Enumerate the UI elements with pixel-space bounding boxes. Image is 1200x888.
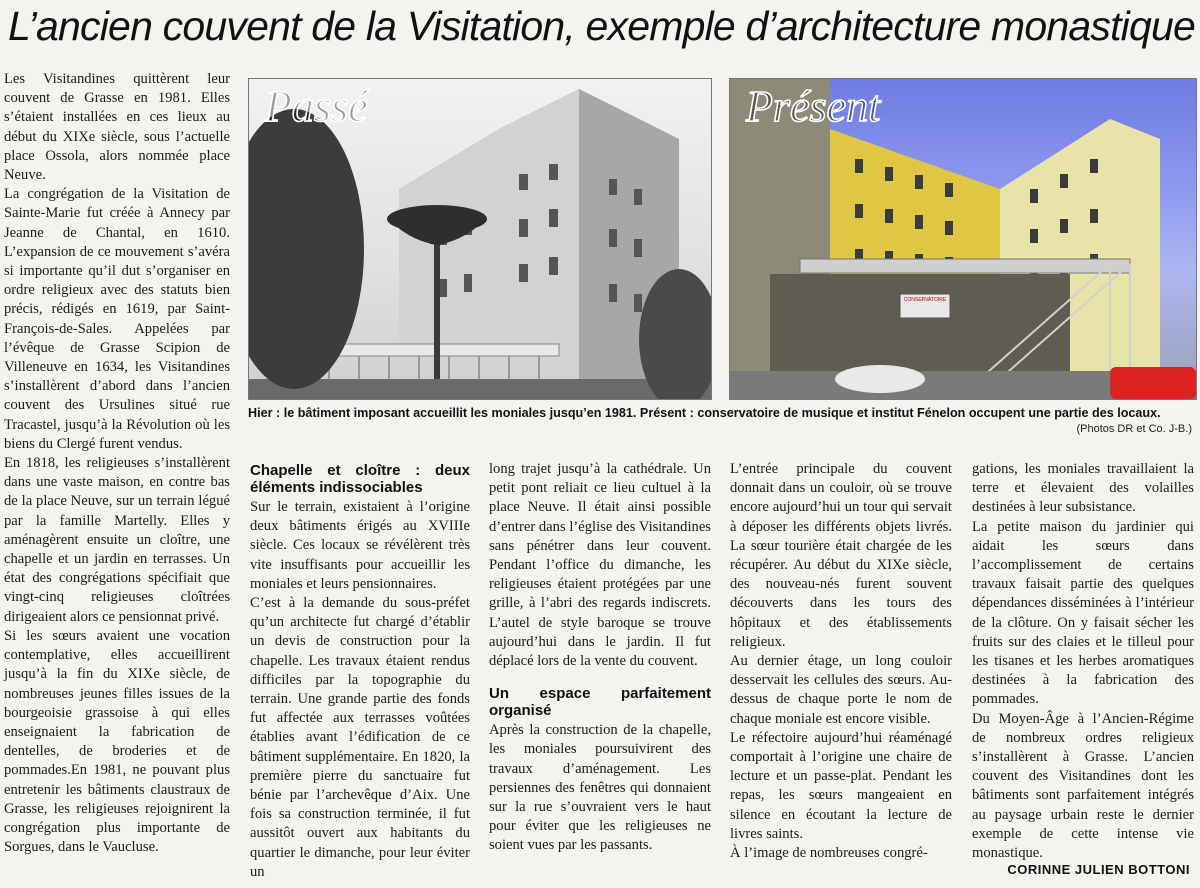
paragraph: L’entrée principale du couvent donnait dans un couloir, où se trouve encore aujourd’hui un tour qui servait à déposer les différents objets livrés. La sœur tourière était chargée de les récupérer. Au début du XIXe siècle, des nouveau-nés furent souvent découverts dans les tours des hôpitaux et des établissements religieux. — [730, 461, 952, 650]
photo-label-present: Présent — [746, 82, 881, 131]
photo-present — [729, 78, 1197, 400]
article-column-3 — [489, 460, 711, 856]
paragraph: long trajet jusqu’à la cathédrale. Un petit pont reliait ce lieu cultuel à la place Neuve. Il était ainsi possible d’entrer dans l’église des Visitandines sans pénétrer dans leur couvent. Pendant l’office du dimanche, les religieuses étaient protégées par une grille, à l’abri des regards indiscrets. L’autel de style baroque se trouve aujourd’hui dans le jardin. Il fut déplacé lors de la vente du couvent. — [489, 461, 711, 670]
paragraph: Le réfectoire aujourd’hui réaménagé comportait à l’origine une chaire de lecture et un passe-plat. Pendant les repas, les sœurs mangeaient en silence en écoutant la lecture de livres saints. — [730, 729, 952, 842]
paragraph: Sur le terrain, existaient à l’origine deux bâtiments érigés au XVIIIe siècle. Ces locaux se révélèrent très vite insuffisants pour accueillir les moniales et leurs pensionnaires. — [250, 499, 470, 592]
photo-label-past: Passé — [265, 82, 368, 131]
photo-caption: Hier : le bâtiment imposant accueillit les moniales jusqu’en 1981. Présent : conservatoire de musique et institut Fénelon occupent une partie des locaux. — [248, 406, 1161, 420]
paragraph: C’est à la demande du sous-préfet qu’un architecte fut chargé d’établir un devis de construction pour la chapelle. Les travaux étaient rendus difficiles par la topographie du terrain. Une grande partie des fonds fut affectée aux terrasses voûtées établies avant l’édification de ce bâtiment supplémentaire. En 1820, la première pierre du sanctuaire fut bénie par l’archevêque d’Aix. Une fois sa construction terminée, il fut aussitôt ouvert aux habitants du quartier le dimanche, pour leur éviter un — [250, 595, 470, 880]
paragraph: Si les sœurs avaient une vocation contemplative, elles accueillirent jusqu’à la fin du XIXe siècle, de nombreuses jeunes filles issues de la bourgeoisie grassoise à qui elles enseignaient la fabrication de dentelles, de broderies et de pommades.En 1981, ne pouvant plus entretenir les bâtiments claustraux de Grasse, les religieuses rejoignirent la congrégation plus importante de Sorgues, dans le Vaucluse. — [4, 627, 230, 856]
paragraph: Au dernier étage, un long couloir desservait les cellules des sœurs. Au-dessus de chaque porte le nom de chaque moniale est encore visible. — [730, 653, 952, 727]
photo-past — [248, 78, 712, 400]
paragraph: Après la construction de la chapelle, les moniales poursuivirent des travaux d’aménagement. Les persiennes des fenêtres qui donnaient sur la rue s’ouvraient vers le haut pour éviter que les religieuses ne soient vues par les passants. — [489, 722, 711, 854]
paragraph: Les Visitandines quittèrent leur couvent de Grasse en 1981. Elles s’étaient installées en ces lieux au début du XIXe siècle, sous l’actuelle place Ossola, alors nommée place Neuve. — [4, 71, 230, 184]
paragraph: En 1818, les religieuses s’installèrent dans une vaste maison, en contre bas de la place Neuve, sur un terrain légué par la famille Martelly. Elles y aménagèrent ensuite un cloître, une chapelle et un jardin en terrasses. Un état des congrégations spécifiait que vingt-cinq religieuses cloîtrées dirigeaient alors ce pensionnat privé. — [4, 455, 230, 625]
author-byline: CORINNE JULIEN BOTTONI — [1007, 862, 1190, 877]
paragraph: La congrégation de la Visitation de Sainte-Marie fut créée à Annecy par Jeanne de Chantal, en 1610. L’expansion de ce mouvement s’avéra si importante qu’il dut s’organiser en ordre religieux avec des statuts bien précis, rédigés en 1619, par Saint-François-de-Sales. Appelées par l’évêque de Grasse Scipion de Villeneuve en 1634, les Visitandines s’installèrent d’abord dans l’ancien couvent des Ursulines situé rue Tracastel, jusqu’à la Révolution où les biens du Clergé furent vendus. — [4, 186, 230, 452]
headline: L’ancien couvent de la Visitation, exemple d’architecture monastique — [8, 3, 1195, 49]
paragraph: La petite maison du jardinier qui aidait les sœurs dans l’accomplissement de certains travaux faisait partie des quelques dépendances disséminées à l’intérieur de la clôture. On y faisait sécher les fruits sur des claies et le tilleul pour les tisanes et les herbes aromatiques destinées à la fabrication des pommades. — [972, 518, 1194, 708]
paragraph: gations, les moniales travaillaient la terre et élevaient des volailles destinées à leur subsistance. — [972, 461, 1194, 516]
article-column-5 — [972, 460, 1194, 863]
paragraph: À l’image de nombreuses congré- — [730, 845, 928, 862]
article-column-4 — [730, 460, 952, 863]
section-heading: Chapelle et cloître : deux éléments indissociables — [250, 462, 470, 496]
section-heading: Un espace parfaitement organisé — [489, 685, 711, 720]
paragraph: Du Moyen-Âge à l’Ancien-Régime de nombreux ordres religieux s’installèrent à Grasse. L’ancien couvent des Visitandines dont les bâtiments sont parfaitement intégrés au paysage urbain reste le dernier exemple de cette intense vie monastique. — [972, 710, 1194, 862]
article-column-2 — [250, 460, 470, 882]
article-column-1 — [4, 70, 230, 857]
photo-credit: (Photos DR et Co. J-B.) — [1076, 423, 1192, 435]
building-sign: CONSERVATOIRE — [903, 297, 947, 303]
